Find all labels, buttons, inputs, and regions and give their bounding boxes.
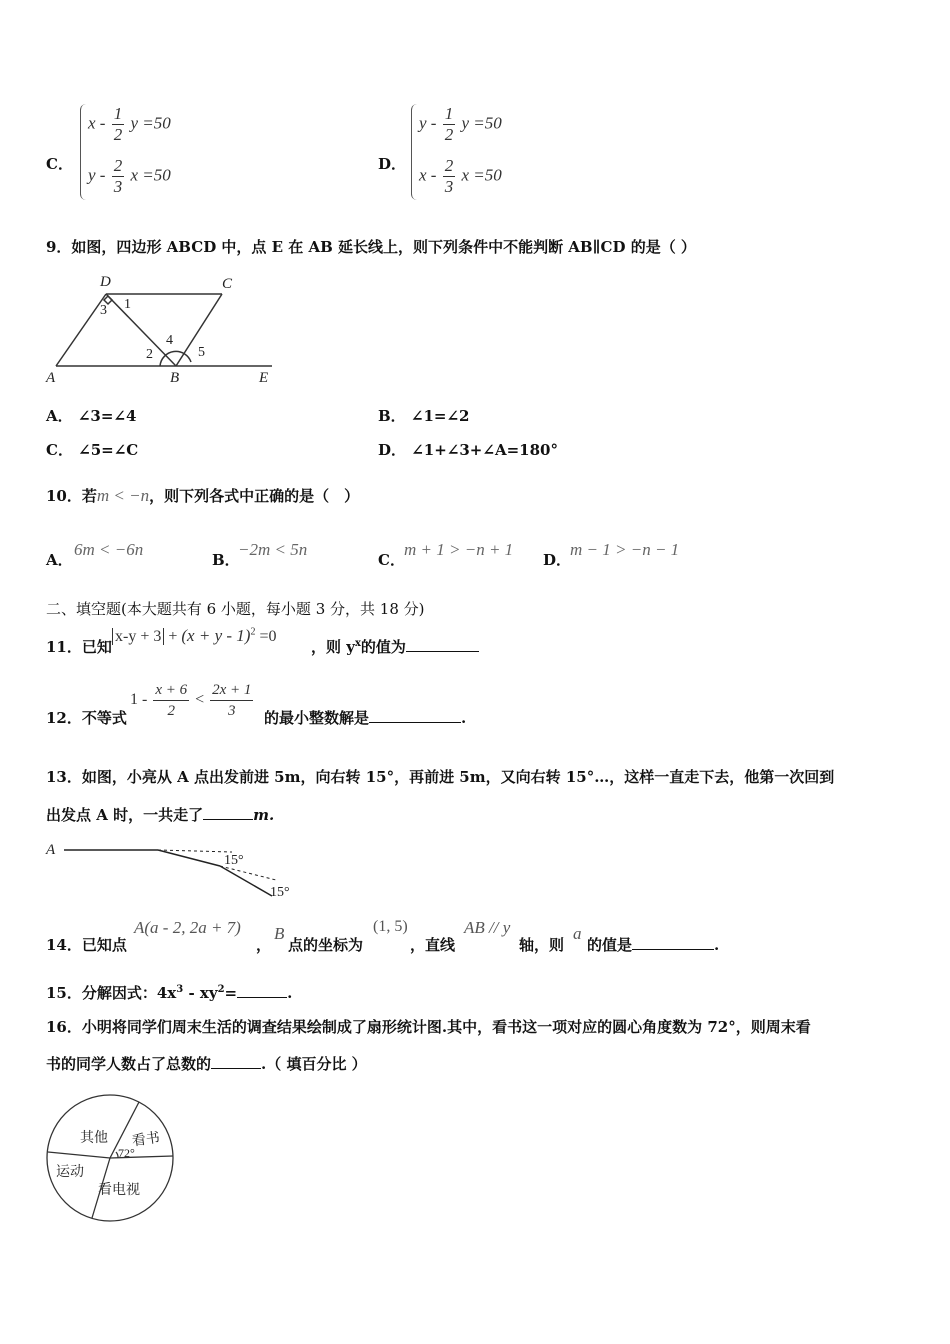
q12-prefix: 12．不等式 (46, 709, 127, 727)
q9-angle-4: 4 (166, 333, 173, 348)
q12-suffix: 的最小整数解是 . (264, 709, 467, 727)
q14-point-a: A(a - 2, 2a + 7) (134, 918, 241, 937)
q14-comma: ， (256, 936, 272, 954)
section2-title: 二、填空题(本大题共有 6 小题，每小题 3 分，共 18 分) (46, 600, 425, 618)
q9-stem: 9．如图，四边形 ABCD 中，点 E 在 AB 延长线上，则下列条件中不能判断 AB∥CD 的是（ ） (46, 238, 696, 256)
q9-angle-2: 2 (146, 347, 153, 362)
q14-mid: 点的坐标为 (288, 936, 364, 954)
q13-path-figure (44, 838, 298, 904)
q9-option-b: B． ∠1=∠2 (378, 407, 470, 425)
q9-option-a: A． ∠3=∠4 (46, 407, 137, 425)
q10-option-d-expr: m − 1 > −n − 1 (570, 540, 680, 559)
q9-angle-5: 5 (198, 345, 205, 360)
q8-c-eq1: x - $\frac{1}{2}$ y =50 (88, 104, 171, 144)
q11-equation: $x-y + 3 + (x + y - 1)^2 =0$ (112, 626, 276, 646)
q9-label-d: D (100, 274, 111, 290)
q13-angle-2: 15° (270, 885, 290, 900)
q9-label-c: C (222, 276, 233, 292)
q11-answer-blank[interactable] (406, 651, 479, 652)
q9-option-d: D． ∠1+∠3+∠A=180° (378, 441, 558, 459)
q9-angle-1: 1 (124, 297, 131, 312)
q8-option-d-label: D． (378, 155, 407, 173)
q10-option-a-expr: 6m < −6n (74, 540, 144, 559)
q10-option-b-label: B． (212, 551, 240, 569)
q10-option-b-expr: −2m < 5n (238, 540, 308, 559)
q16-answer-blank[interactable] (211, 1068, 261, 1069)
q9-quadrilateral-figure (44, 270, 280, 386)
pie-label-sport: 运动 (56, 1164, 84, 1180)
q16-pie-chart (44, 1094, 178, 1224)
q14-mid2: ，直线 (410, 936, 456, 954)
q9-label-a: A (46, 370, 56, 386)
q16-line2: 书的同学人数占了总数的 .（ 填百分比 ） (46, 1055, 367, 1073)
q8-d-eq2: x - $\frac{2}{3}$ x =50 (419, 156, 502, 196)
q14-line-ab: AB // y (464, 918, 511, 937)
q11-suffix: ，则 $y^x$的值为 (311, 636, 479, 657)
q8-c-eq2: y - $\frac{2}{3}$ x =50 (88, 156, 171, 196)
q9-option-c: C． ∠5=∠C (46, 441, 139, 459)
q10-option-c-expr: m + 1 > −n + 1 (404, 540, 514, 559)
q16-line1: 16．小明将同学们周末生活的调查结果绘制成了扇形统计图.其中，看书这一项对应的圆心角度数为 72°，则周末看 (46, 1018, 811, 1036)
q11-prefix: 11．已知 (46, 638, 112, 656)
q10-stem: 10．若m < −n，则下列各式中正确的是（ ） (46, 486, 360, 505)
q14-var-a: a (573, 924, 582, 943)
q15-answer-blank[interactable] (237, 997, 287, 998)
q10-option-c-label: C． (378, 551, 405, 569)
q9-label-e: E (259, 370, 269, 386)
q14-coordinate: (1, 5) (373, 918, 408, 935)
q14-point-b: B (274, 924, 285, 943)
q14-mid3: 轴，则 (519, 936, 565, 954)
q13-line1: 13．如图，小亮从 A 点出发前进 5m，向右转 15°，再前进 5m，又向右转 15°…，这样一直走下去，他第一次回到 (46, 768, 835, 786)
q8-d-eq1: y - $\frac{1}{2}$ y =50 (419, 104, 502, 144)
pie-label-angle: 72° (118, 1146, 135, 1160)
q13-line2: 出发点 A 时，一共走了 m. (46, 806, 275, 824)
q13-answer-blank[interactable] (203, 819, 253, 820)
q12-inequality: 1 - $\frac{x + 6}{2}$ < $\frac{2x + 1}{3}$ (130, 682, 252, 719)
pie-label-read: 看书 (131, 1129, 161, 1150)
q8-option-c-label: C． (46, 155, 73, 173)
q13-angle-1: 15° (224, 853, 244, 868)
q14-prefix: 14．已知点 (46, 936, 127, 954)
q15-question: 15．分解因式：$4x^3 - xy^2=$ . (46, 984, 293, 1002)
pie-label-tv: 看电视 (98, 1182, 140, 1198)
q9-label-b: B (170, 370, 180, 386)
q13-label-a: A (46, 842, 56, 858)
q10-condition: m < −n (96, 486, 150, 505)
q9-angle-3: 3 (100, 303, 107, 318)
q12-answer-blank[interactable] (369, 722, 461, 723)
q14-answer-blank[interactable] (632, 949, 714, 950)
q10-option-a-label: A． (46, 551, 73, 569)
pie-label-other: 其他 (80, 1130, 108, 1146)
q10-option-d-label: D． (543, 551, 572, 569)
q14-suffix: 的值是 . (587, 936, 720, 954)
